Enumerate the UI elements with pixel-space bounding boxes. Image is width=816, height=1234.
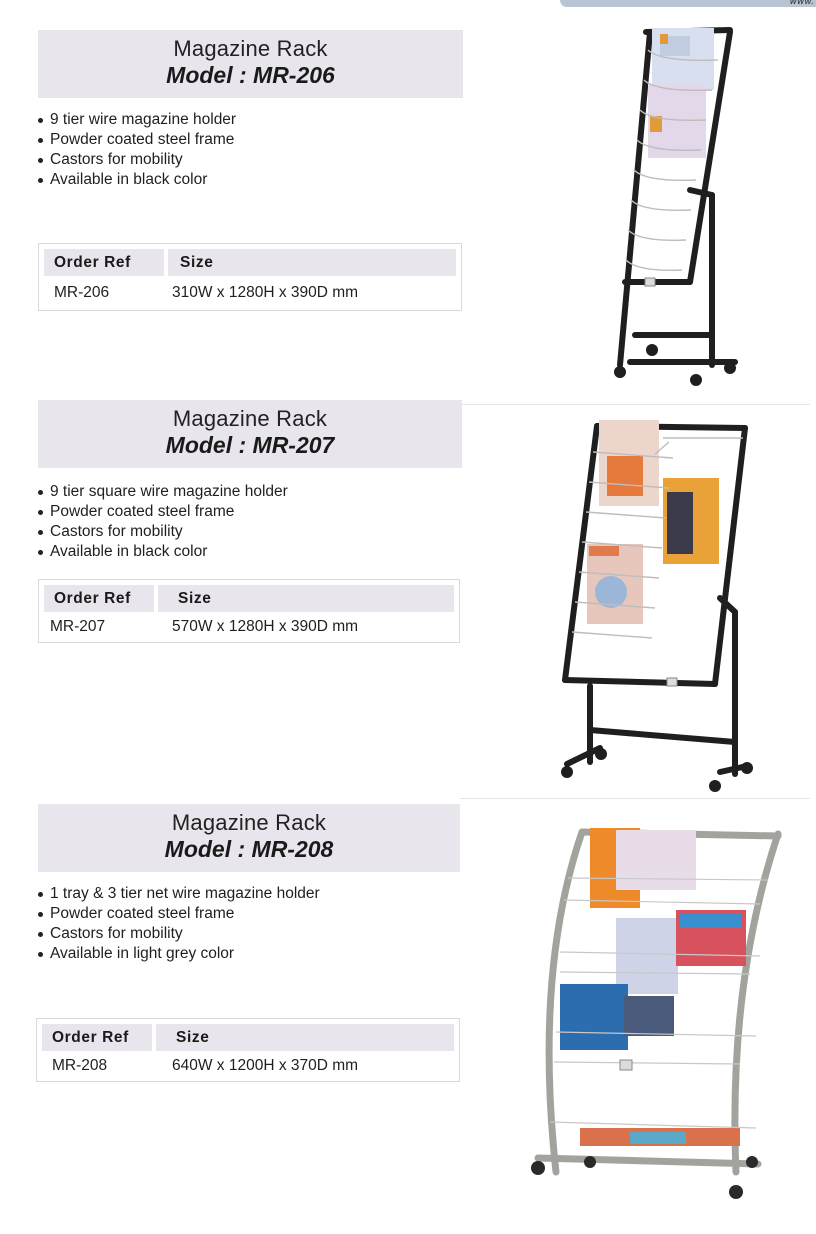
corner-tab-text: www. bbox=[789, 0, 814, 7]
order-ref-value: MR-207 bbox=[50, 618, 106, 635]
column-header-size: Size bbox=[156, 1024, 454, 1051]
feature-list bbox=[36, 110, 236, 190]
label-clip bbox=[620, 1060, 632, 1070]
label-clip bbox=[667, 678, 677, 686]
order-ref-value: MR-206 bbox=[54, 284, 110, 301]
order-table bbox=[36, 1018, 460, 1082]
feature-item: Powder coated steel frame bbox=[36, 502, 288, 522]
model-number: Model : MR-207 bbox=[165, 432, 335, 458]
product-mr208 bbox=[0, 800, 816, 1234]
magazine bbox=[587, 420, 719, 624]
column-header-size: Size bbox=[158, 585, 454, 612]
feature-list bbox=[36, 884, 320, 964]
column-header-size: Size bbox=[168, 249, 456, 276]
feature-list bbox=[36, 482, 288, 562]
model-number: Model : MR-208 bbox=[164, 836, 334, 862]
product-mr206 bbox=[0, 0, 816, 400]
product-mr207 bbox=[0, 400, 816, 800]
magazine bbox=[648, 28, 714, 158]
table-header-row bbox=[44, 249, 456, 276]
product-title: Magazine Rack bbox=[173, 36, 328, 61]
order-ref-value: MR-208 bbox=[52, 1057, 108, 1074]
column-header-order-ref: Order Ref bbox=[42, 1024, 152, 1051]
product-title: Magazine Rack bbox=[172, 406, 328, 431]
title-band bbox=[38, 804, 460, 872]
section-divider bbox=[460, 798, 810, 799]
feature-item: Castors for mobility bbox=[36, 522, 288, 542]
feature-item: Available in light grey color bbox=[36, 944, 320, 964]
product-image-mr208 bbox=[520, 822, 790, 1212]
title-band bbox=[38, 30, 463, 98]
size-value: 640W x 1200H x 370D mm bbox=[172, 1057, 359, 1074]
table-row bbox=[42, 1055, 454, 1077]
order-table bbox=[38, 579, 460, 643]
size-value: 570W x 1280H x 390D mm bbox=[172, 618, 359, 635]
feature-item: Powder coated steel frame bbox=[36, 904, 320, 924]
size-value: 310W x 1280H x 390D mm bbox=[172, 284, 359, 301]
feature-item: Powder coated steel frame bbox=[36, 130, 236, 150]
model-number: Model : MR-206 bbox=[166, 62, 335, 88]
feature-item: 9 tier square wire magazine holder bbox=[36, 482, 288, 502]
feature-item: Available in black color bbox=[36, 170, 236, 190]
feature-item: 1 tray & 3 tier net wire magazine holder bbox=[36, 884, 320, 904]
title-band bbox=[38, 400, 462, 468]
column-header-order-ref: Order Ref bbox=[44, 585, 154, 612]
table-header-row bbox=[44, 585, 454, 612]
feature-item: Castors for mobility bbox=[36, 150, 236, 170]
table-row bbox=[44, 616, 454, 638]
product-image-mr206 bbox=[590, 20, 760, 390]
column-header-order-ref: Order Ref bbox=[44, 249, 164, 276]
magazine bbox=[560, 828, 746, 1146]
table-header-row bbox=[42, 1024, 454, 1051]
feature-item: 9 tier wire magazine holder bbox=[36, 110, 236, 130]
feature-item: Available in black color bbox=[36, 542, 288, 562]
order-table bbox=[38, 243, 462, 311]
table-row bbox=[44, 282, 456, 304]
feature-item: Castors for mobility bbox=[36, 924, 320, 944]
product-image-mr207 bbox=[555, 412, 765, 797]
product-title: Magazine Rack bbox=[171, 810, 327, 835]
label-clip bbox=[645, 278, 655, 286]
